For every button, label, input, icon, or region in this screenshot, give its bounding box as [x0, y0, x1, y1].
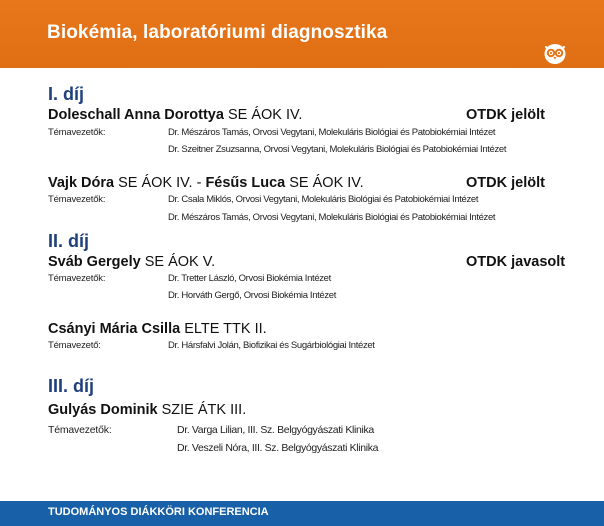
student-name: Csányi Mária Csilla: [48, 321, 181, 337]
student-name-2: Fésűs Luca: [205, 175, 286, 191]
supervisor-entry: Dr. Horváth Gergő, Orvosi Biokémia Intézet: [168, 290, 336, 301]
supervisor-label: Témavezető:: [48, 340, 101, 351]
prize-heading-3: III. díj: [48, 376, 95, 396]
student-name: Sváb Gergely: [48, 254, 141, 270]
student-affiliation: SZIE ÁTK III.: [157, 402, 247, 418]
otdk-status: OTDK javasolt: [466, 254, 566, 270]
student-name: Doleschall Anna Dorottya: [48, 107, 224, 123]
student-affiliation-2: SE ÁOK IV.: [285, 175, 364, 191]
student-affiliation: ELTE TTK II.: [180, 321, 267, 337]
supervisor-entry: Dr. Mészáros Tamás, Orvosi Vegytani, Molekuláris Biológiai és Patobiokémiai Intézet: [168, 127, 496, 138]
otdk-status: OTDK jelölt: [466, 175, 545, 191]
supervisor-entry: Dr. Varga Lilian, III. Sz. Belgyógyászati Klinika: [177, 424, 374, 436]
page-title: Biokémia, laboratóriumi diagnosztika: [47, 22, 388, 43]
supervisor-entry: Dr. Hársfalvi Jolán, Biofizikai és Sugárbiológiai Intézet: [168, 340, 375, 351]
supervisor-entry: Dr. Tretter László, Orvosi Biokémia Intézet: [168, 273, 331, 284]
supervisor-entry: Dr. Mészáros Tamás, Orvosi Vegytani, Molekuláris Biológiai és Patobiokémiai Intézet: [168, 212, 496, 223]
supervisor-entry: Dr. Veszeli Nóra, III. Sz. Belgyógyászati Klinika: [177, 442, 379, 454]
student-line: [48, 402, 246, 418]
student-line: [48, 321, 267, 337]
supervisor-entry: Dr. Csala Miklós, Orvosi Vegytani, Molekuláris Biológiai és Patobiokémiai Intézet: [168, 194, 479, 205]
student-line: [48, 254, 215, 270]
prize-heading-1: I. díj: [48, 84, 84, 104]
supervisor-label: Témavezetők:: [48, 194, 106, 205]
supervisor-label: Témavezetők:: [48, 127, 106, 138]
student-line: [48, 175, 364, 191]
prize-heading-2: II. díj: [48, 231, 90, 251]
header-bar: [0, 0, 604, 68]
supervisor-entry: Dr. Szeitner Zsuzsanna, Orvosi Vegytani, Molekuláris Biológiai és Patobiokémiai Intézet: [168, 144, 507, 155]
student-affiliation: SE ÁOK IV. -: [114, 175, 206, 191]
student-affiliation: SE ÁOK IV.: [223, 107, 303, 123]
otdk-status: OTDK jelölt: [466, 107, 545, 123]
footer-bar: [0, 501, 604, 526]
student-affiliation: SE ÁOK V.: [140, 254, 216, 270]
supervisor-label: Témavezetők:: [48, 424, 112, 436]
student-name: Gulyás Dominik: [48, 402, 158, 418]
student-name: Vajk Dóra: [48, 175, 115, 191]
supervisor-label: Témavezetők:: [48, 273, 106, 284]
student-line: [48, 107, 302, 123]
footer-text: TUDOMÁNYOS DIÁKKÖRI KONFERENCIA: [48, 506, 269, 518]
owl-icon: [543, 41, 567, 65]
